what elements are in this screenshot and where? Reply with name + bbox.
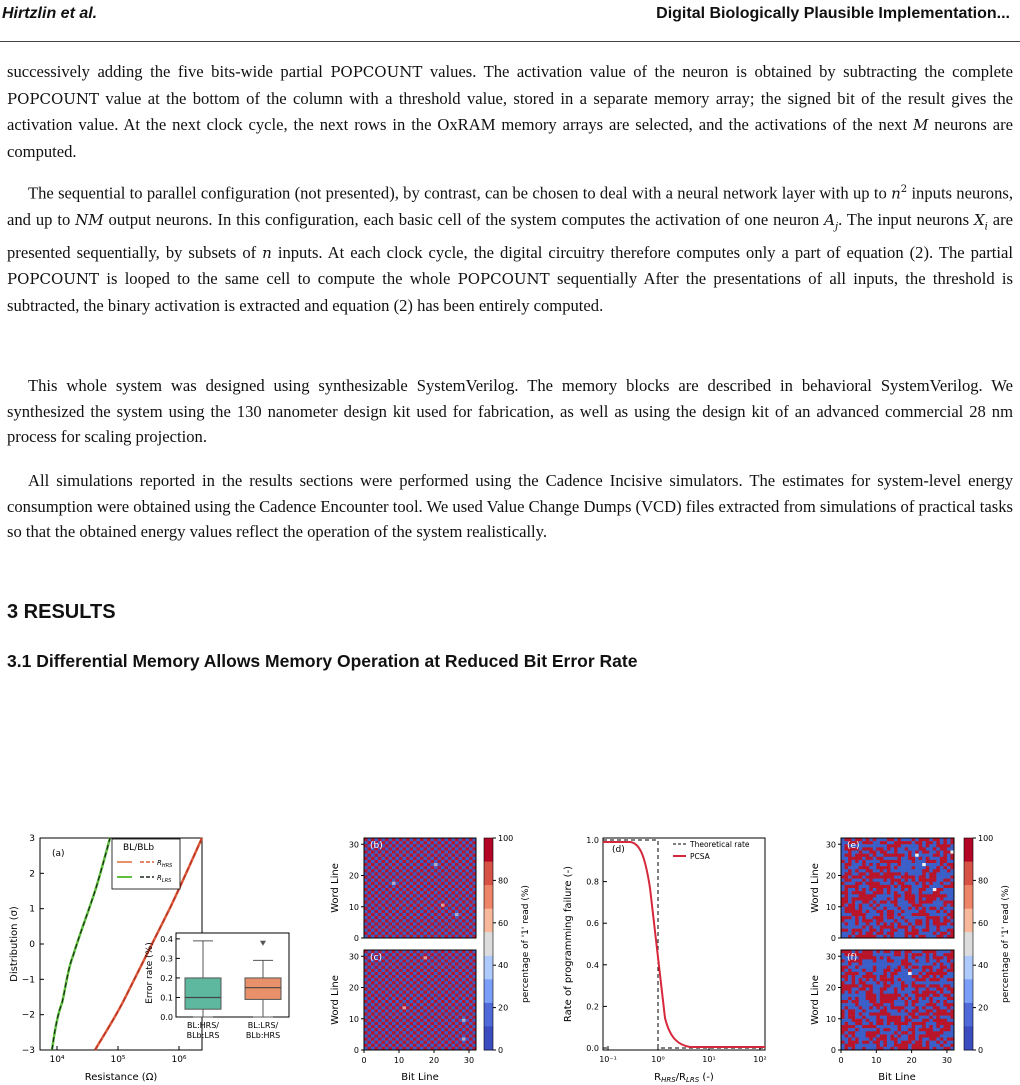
colorbar-bc xyxy=(484,834,513,1055)
legend-title: BL/BLb xyxy=(123,843,155,853)
colorbar-tick: 0 xyxy=(978,1046,984,1055)
panel-a-ytick: 1 xyxy=(29,904,35,915)
panel-a-ylabel: Distribution (σ) xyxy=(9,906,20,982)
panel-a-ytick: 3 xyxy=(29,834,35,844)
header-title: Digital Biologically Plausible Implementation... xyxy=(656,5,1010,22)
panel-a-ytick: −2 xyxy=(21,1010,35,1021)
inset-ytick: 0.4 xyxy=(160,934,173,944)
panel-a-yticks xyxy=(22,834,44,1056)
panel-d-ytick: 0.8 xyxy=(586,877,599,887)
colorbar-tick: 20 xyxy=(978,1003,989,1013)
panel-d-ytick: 0.6 xyxy=(586,919,599,929)
paragraph-2: The sequential to parallel configuration (not presented), by contrast, can be chosen to deal with a neural network layer with up to $n^2$ inputs neurons, and up to NM output neurons. In this configuration, each basic cell of the system computes the activation of one neuron $A_j$. The input neurons $X_i$ are presented sequentially, by subsets of n inputs. At each clock cycle, the digital circuitry therefore computes only a part of equation (2). The partial POPCOUNT is looped to the same cell to compute the whole POPCOUNT sequentially After the presentations of all inputs, the threshold is subtracted, the binary activation is extracted and equation (2) has been entirely computed. xyxy=(7,183,1014,315)
colorbar-tick: 60 xyxy=(498,918,509,928)
curve-rlrs-dashed xyxy=(52,838,110,1050)
panel-a-xlabel: Resistance (Ω) xyxy=(84,1072,158,1083)
theoretical-rate-line xyxy=(603,840,765,1048)
heatmap-b-ylabel: Word Line xyxy=(330,863,341,913)
math-popcount: POPCOUNT xyxy=(7,89,100,108)
legend-theoretical: Theoretical rate xyxy=(690,840,750,849)
colorbar-tick: 100 xyxy=(978,834,994,843)
inset-ytick: 0.3 xyxy=(160,954,173,964)
panel-d-legend xyxy=(673,840,750,861)
inset-cat-1: BL:HRS/ xyxy=(187,1021,219,1030)
heatmap-xtick: 30 xyxy=(463,1056,475,1065)
panel-a-ytick: −1 xyxy=(21,975,35,986)
panel-d-xtick: 10⁻¹ xyxy=(599,1055,617,1064)
subsection-heading: 3.1 Differential Memory Allows Memory Operation at Reduced Bit Error Rate xyxy=(7,651,638,671)
heatmap-e xyxy=(841,838,954,938)
panel-a-xtick: 10⁵ xyxy=(110,1055,126,1065)
heatmap-ytick: 20 xyxy=(825,983,836,993)
inset-cat-2: BL:LRS/ xyxy=(247,1021,279,1030)
inset-ytick: 0.2 xyxy=(160,973,173,983)
panel-ef xyxy=(810,834,1011,1083)
panel-bc xyxy=(330,834,531,1083)
paragraph-1: successively adding the five bits-wide partial POPCOUNT values. The activation value of the neuron is obtained by subtracting the complete POPCOUNT value at the bottom of the column with a threshold value, stored in a separate memory array; the signed bit of the result gives the activation value. At the next clock cycle, the next rows in the OxRAM memory arrays are selected, and the activations of the next M neurons are computed. xyxy=(7,62,1014,161)
panel-a-ytick: 0 xyxy=(29,940,35,950)
heatmap-ytick: 30 xyxy=(825,840,836,850)
heatmap-ytick: 20 xyxy=(348,983,359,993)
section-heading-results: 3 RESULTS xyxy=(7,601,116,623)
panel-b-label: (b) xyxy=(370,841,383,851)
inset-box-1 xyxy=(185,978,221,1009)
colorbar-tick: 40 xyxy=(498,961,509,971)
figure xyxy=(0,828,1020,1085)
heatmap-ytick: 30 xyxy=(348,840,359,850)
inset-ytick: 0.0 xyxy=(160,1013,173,1022)
colorbar-ef xyxy=(964,834,993,1055)
heatmap-c-ylabel: Word Line xyxy=(330,975,341,1025)
heatmap-xtick: 10 xyxy=(871,1056,882,1065)
paragraph-3: This whole system was designed using synthesizable SystemVerilog. The memory blocks are described in behavioral SystemVerilog. We synthesized the system using the 130 nanometer design kit used for fabrication, as well as using the design kit of an advanced commercial 28 nm process for scaling projection. xyxy=(7,376,1013,446)
colorbar-bc-label: percentage of '1' read (%) xyxy=(521,885,531,1003)
heatmap-f-ylabel: Word Line xyxy=(810,975,821,1025)
inset-cat-1-line2: BLb:LRS xyxy=(186,1031,220,1040)
panel-d-ytick: 0.2 xyxy=(586,1002,599,1012)
panel-a-ytick: −3 xyxy=(21,1046,35,1056)
panel-a-xtick: 10⁶ xyxy=(171,1055,187,1065)
panel-d-ytick: 0.4 xyxy=(586,960,599,970)
colorbar-ef-label: percentage of '1' read (%) xyxy=(1001,885,1011,1003)
heatmap-c xyxy=(364,950,476,1050)
heatmap-ytick: 10 xyxy=(348,902,359,912)
legend-rhrs: $R_{HRS}$ xyxy=(157,859,173,869)
running-header xyxy=(0,0,1020,42)
inset-cat-2-line2: BLb:HRS xyxy=(245,1031,281,1040)
heatmap-e-ylabel: Word Line xyxy=(810,863,821,913)
heatmap-ytick: 30 xyxy=(348,952,359,962)
inset-box-2 xyxy=(245,978,281,999)
heatmap-ytick: 0 xyxy=(830,1046,836,1055)
colorbar-tick: 60 xyxy=(978,918,989,928)
heatmap-ytick: 0 xyxy=(353,1046,359,1055)
panel-c-label: (c) xyxy=(370,953,382,963)
heatmap-xtick: 30 xyxy=(941,1056,953,1065)
heatmap-ytick: 10 xyxy=(825,902,836,912)
heatmap-xtick: 10 xyxy=(393,1056,405,1065)
inset-ylabel: Error rate (%) xyxy=(145,942,155,1004)
legend-pcsa: PCSA xyxy=(690,852,710,861)
heatmap-xtick: 20 xyxy=(428,1056,440,1065)
heatmap-f xyxy=(841,950,954,1050)
panel-d-ylabel: Rate of programming failure (-) xyxy=(563,865,574,1023)
header-authors: Hirtzlin et al. xyxy=(2,5,98,22)
panel-d-xlabel: $R_{HRS}/R_{LRS}$ (-) xyxy=(654,1072,714,1084)
panel-d-xtick: 10² xyxy=(753,1055,767,1064)
colorbar-tick: 80 xyxy=(978,876,989,886)
panel-d-label: (d) xyxy=(612,845,625,855)
heatmap-b xyxy=(364,838,476,938)
panel-a-xtick: 10⁴ xyxy=(49,1055,65,1065)
heatmap-xtick: 0 xyxy=(838,1056,844,1065)
heatmap-ytick: 10 xyxy=(825,1014,836,1024)
panel-a xyxy=(9,834,289,1083)
colorbar-tick: 20 xyxy=(498,1003,509,1013)
heatmap-xtick: 20 xyxy=(906,1056,917,1065)
panel-a-ytick: 2 xyxy=(29,869,35,880)
panel-f-label: (f) xyxy=(847,953,858,963)
math-M: M xyxy=(913,116,929,134)
panel-d xyxy=(563,836,767,1084)
heatmap-ef-xlabel: Bit Line xyxy=(878,1072,916,1083)
heatmap-bc-xlabel: Bit Line xyxy=(401,1072,439,1083)
panel-d-xtick: 10⁰ xyxy=(651,1055,665,1064)
panel-d-xtick: 10¹ xyxy=(702,1055,716,1064)
heatmap-ytick: 10 xyxy=(348,1014,359,1024)
panel-e-label: (e) xyxy=(847,841,860,851)
heatmap-ytick: 20 xyxy=(825,871,836,881)
heatmap-ytick: 30 xyxy=(825,952,836,962)
pcsa-curve xyxy=(603,842,765,1047)
inset-ytick: 0.1 xyxy=(160,993,173,1003)
heatmap-ytick: 0 xyxy=(830,934,836,943)
inset-boxplot xyxy=(145,933,289,1040)
heatmap-ytick: 0 xyxy=(353,934,359,943)
heatmap-ytick: 20 xyxy=(348,871,359,881)
paragraph-4: All simulations reported in the results sections were performed using the Cadence Incisive simulators. The estimates for system-level energy consumption were obtained using the Cadence Encounter tool. We used Value Change Dumps (VCD) files extracted from simulations of practical tasks so that the obtained energy values reflect the operation of the system realistically. xyxy=(7,471,1013,541)
colorbar-tick: 100 xyxy=(498,834,514,843)
heatmap-xtick: 0 xyxy=(361,1056,367,1065)
panel-d-ytick: 0.0 xyxy=(586,1044,599,1053)
legend-rlrs: $R_{LRS}$ xyxy=(157,874,172,884)
colorbar-tick: 40 xyxy=(978,961,989,971)
math-popcount: POPCOUNT xyxy=(330,63,423,81)
panel-a-label: (a) xyxy=(52,849,65,859)
colorbar-tick: 80 xyxy=(498,876,509,886)
panel-a-legend xyxy=(112,839,180,889)
colorbar-tick: 0 xyxy=(498,1046,504,1055)
panel-a-xticks xyxy=(49,1046,186,1065)
panel-d-ytick: 1.0 xyxy=(586,836,599,845)
